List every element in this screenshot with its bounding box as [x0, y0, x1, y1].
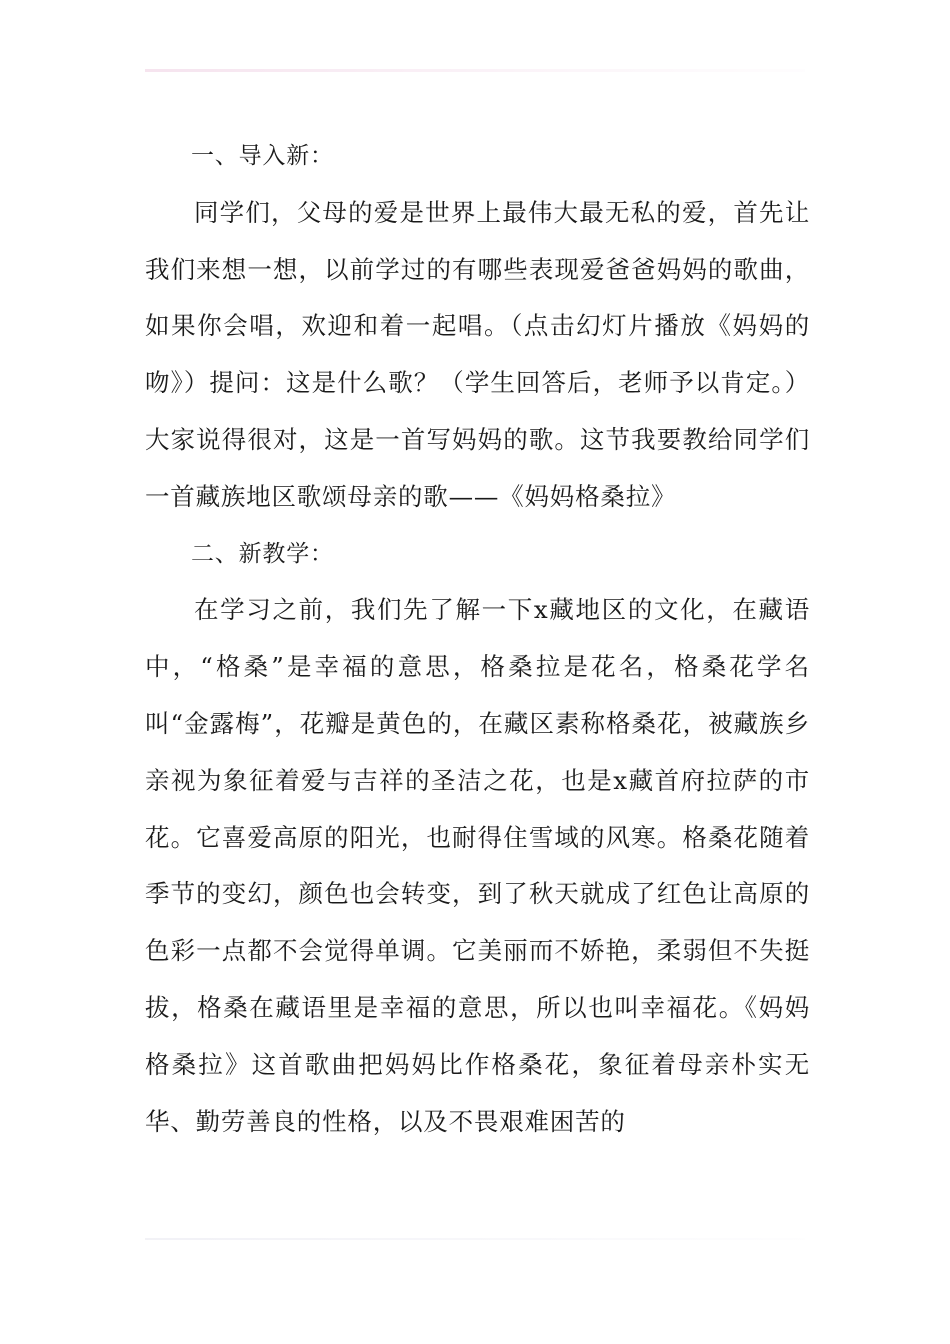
document-body — [145, 128, 810, 1150]
paragraph-new-teaching: 在学习之前，我们先了解一下x藏地区的文化，在藏语中，“格桑”是幸福的意思，格桑拉是花名，格桑花学名叫“金露梅”，花瓣是黄色的，在藏区素称格桑花，被藏族乡亲视为象征着爱与吉祥的圣洁之花，也是x藏首府拉萨的市花。它喜爱高原的阳光，也耐得住雪域的风寒。格桑花随着季节的变幻，颜色也会转变，到了秋天就成了红色让高原的色彩一点都不会觉得单调。它美丽而不娇艳，柔弱但不失挺拔，格桑在藏语里是幸福的意思，所以也叫幸福花。《妈妈格桑拉》这首歌曲把妈妈比作格桑花，象征着母亲朴实无华、勤劳善良的性格，以及不畏艰难困苦的 — [145, 595, 810, 1136]
footer-rule — [145, 1238, 805, 1240]
header-rule — [145, 69, 805, 72]
section-heading-intro: 一、导入新： — [191, 143, 334, 169]
section-heading-new-teaching: 二、新教学： — [191, 540, 334, 567]
paragraph-intro: 同学们，父母的爱是世界上最伟大最无私的爱，首先让我们来想一想，以前学过的有哪些表现爱爸爸妈妈的歌曲，如果你会唱，欢迎和着一起唱。（点击幻灯片播放《妈妈的吻》）提问：这是什么歌？（学生回答后，老师予以肯定。）大家说得很对，这是一首写妈妈的歌。这节我要教给同学们一首藏族地区歌颂母亲的歌——《妈妈格桑拉》 — [145, 197, 810, 511]
